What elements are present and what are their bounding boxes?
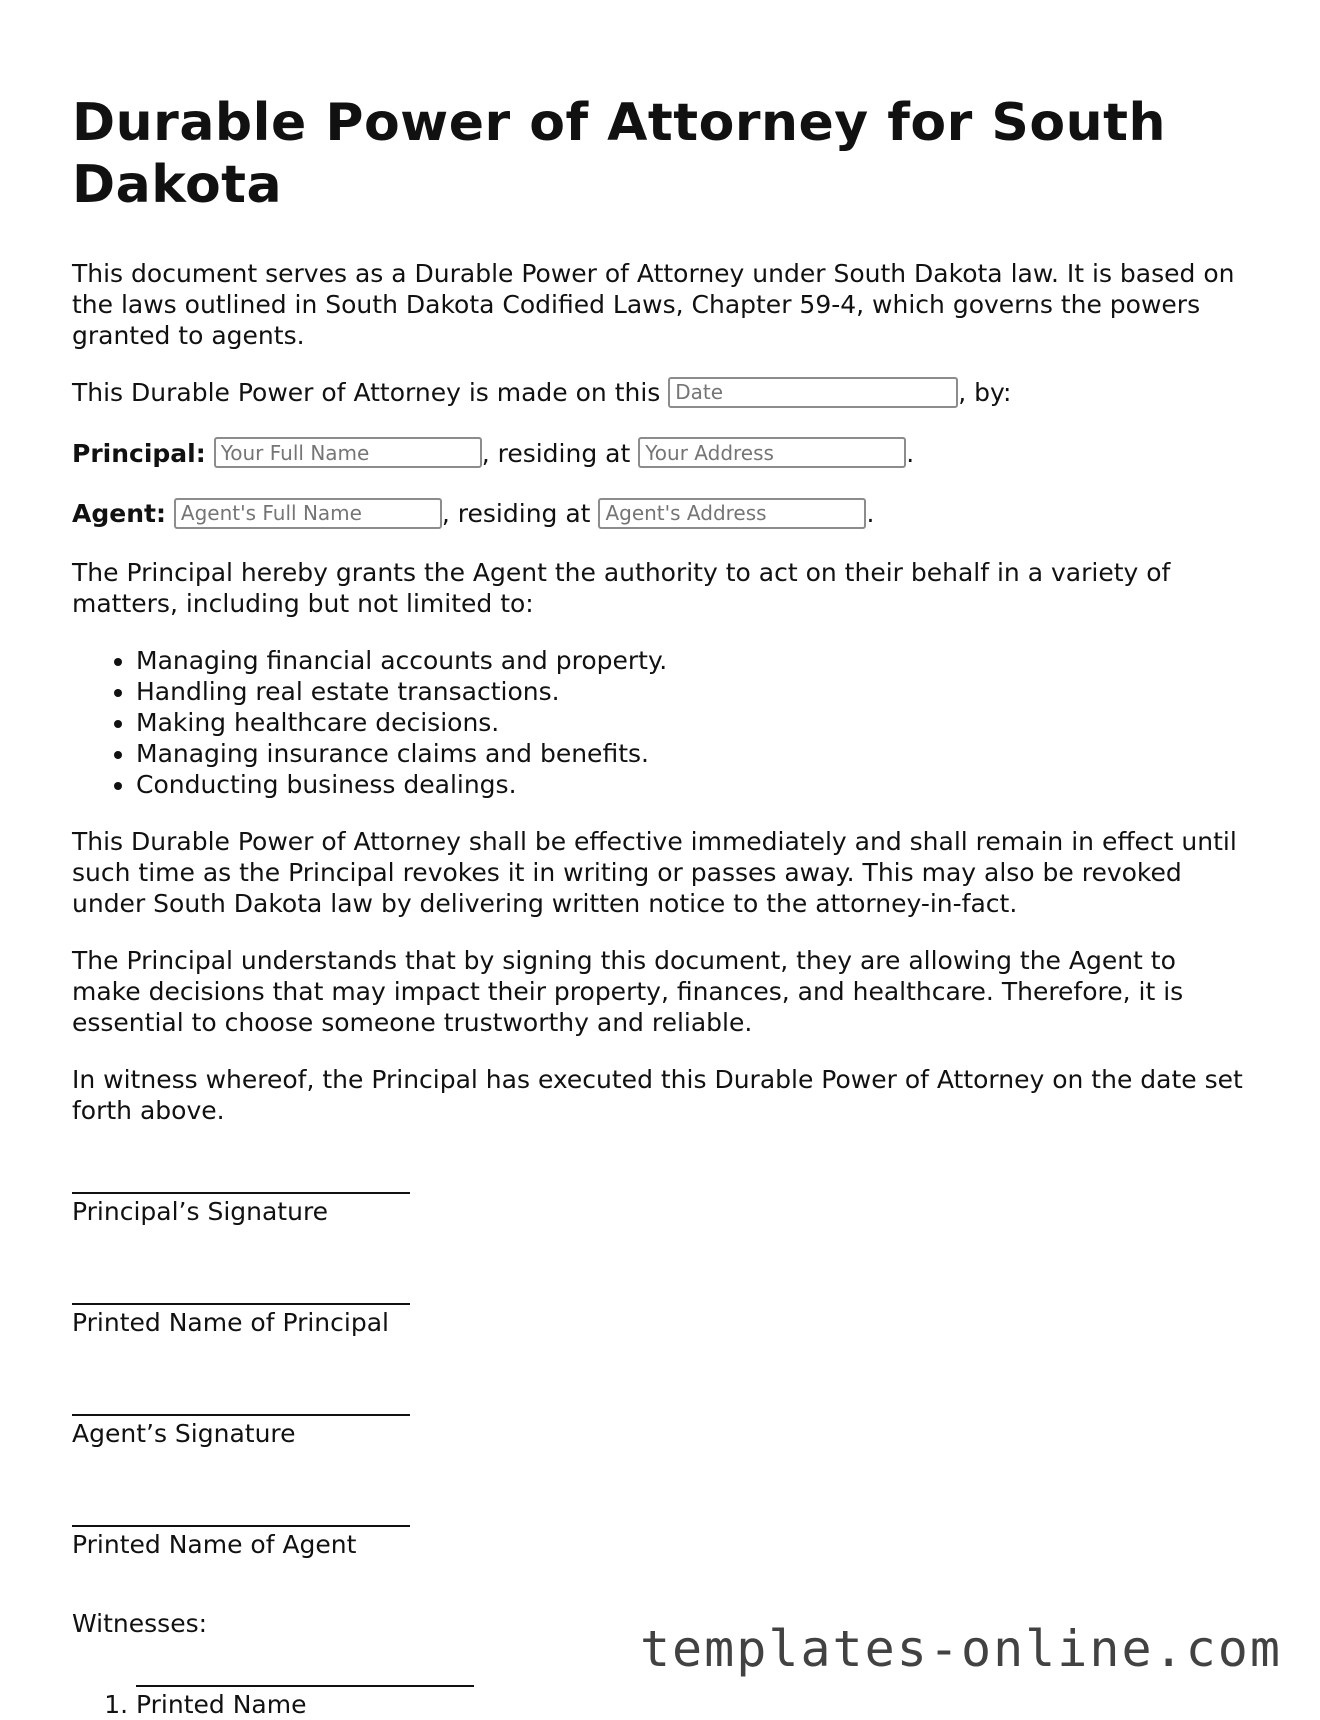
witnesses-label: Witnesses:	[72, 1608, 208, 1638]
signature-line[interactable]	[72, 1394, 410, 1416]
made-on-prefix: This Durable Power of Attorney is made on this	[72, 378, 661, 407]
agent-printed-name	[72, 1505, 1252, 1560]
agent-residing-text: , residing at	[441, 499, 591, 528]
effective-paragraph: This Durable Power of Attorney shall be effective immediately and shall remain in effect until such time as the Principal revokes it in writing or passes away. This may also be revoked under South Dakota law by delivering written notice to the attorney-in-fact.	[72, 826, 1237, 918]
witness-printed-name: 1. Printed Name	[136, 1689, 307, 1719]
made-on-suffix: , by:	[958, 378, 1012, 407]
grant-paragraph: The Principal hereby grants the Agent the authority to act on their behalf in a variety of matters, including but not limited to:	[72, 557, 1171, 618]
list-item: • Making healthcare decisions.	[136, 707, 1252, 738]
signature-label: Principal’s Signature	[72, 1196, 329, 1226]
signature-line[interactable]	[72, 1172, 410, 1194]
made-on-row	[72, 377, 1252, 410]
principal-residing-text: , residing at	[481, 438, 631, 468]
principal-end: .	[906, 438, 915, 468]
witness-signature-line[interactable]	[136, 1661, 474, 1687]
principal-signature	[72, 1172, 1252, 1227]
principal-address-field[interactable]	[638, 437, 906, 468]
signature-line[interactable]	[72, 1505, 410, 1527]
signature-line[interactable]	[72, 1283, 410, 1305]
intro-paragraph: This document serves as a Durable Power of Attorney under South Dakota law. It is based on the laws outlined in South Dakota Codified Laws, Chapter 59-4, which governs the powers granted to agents.	[72, 259, 1235, 350]
signature-label: Printed Name of Agent	[72, 1529, 357, 1559]
list-item: • Handling real estate transactions.	[136, 676, 1252, 707]
document-title: Durable Power of Attorney for South Dakota	[72, 93, 1166, 215]
agent-end: .	[866, 499, 875, 528]
agent-signature	[72, 1394, 1252, 1449]
agent-row	[72, 498, 1252, 531]
principal-label: Principal:	[72, 438, 206, 468]
agent-address-field[interactable]	[598, 498, 866, 529]
watermark: templates-online.com	[639, 1620, 1282, 1678]
list-item: • Managing financial accounts and property.	[136, 645, 1252, 676]
signature-label: Printed Name of Principal	[72, 1307, 389, 1337]
understanding-paragraph: The Principal understands that by signing this document, they are allowing the Agent to make decisions that may impact their property, finances, and healthcare. Therefore, it is essential to choose someone trustworthy and reliable.	[72, 945, 1184, 1037]
witness-paragraph: In witness whereof, the Principal has executed this Durable Power of Attorney on the date set forth above.	[72, 1064, 1243, 1125]
powers-list	[72, 645, 1252, 800]
agent-name-field[interactable]	[174, 498, 442, 529]
list-item: • Managing insurance claims and benefits.	[136, 738, 1252, 769]
signature-label: Agent’s Signature	[72, 1418, 296, 1448]
principal-row	[72, 438, 1252, 471]
document-page	[72, 0, 1252, 1720]
principal-name-field[interactable]	[214, 437, 482, 468]
principal-printed-name	[72, 1283, 1252, 1338]
signature-block	[72, 1172, 1252, 1560]
agent-label: Agent:	[72, 499, 166, 528]
date-field[interactable]	[668, 377, 958, 408]
list-item: • Conducting business dealings.	[136, 769, 1252, 800]
